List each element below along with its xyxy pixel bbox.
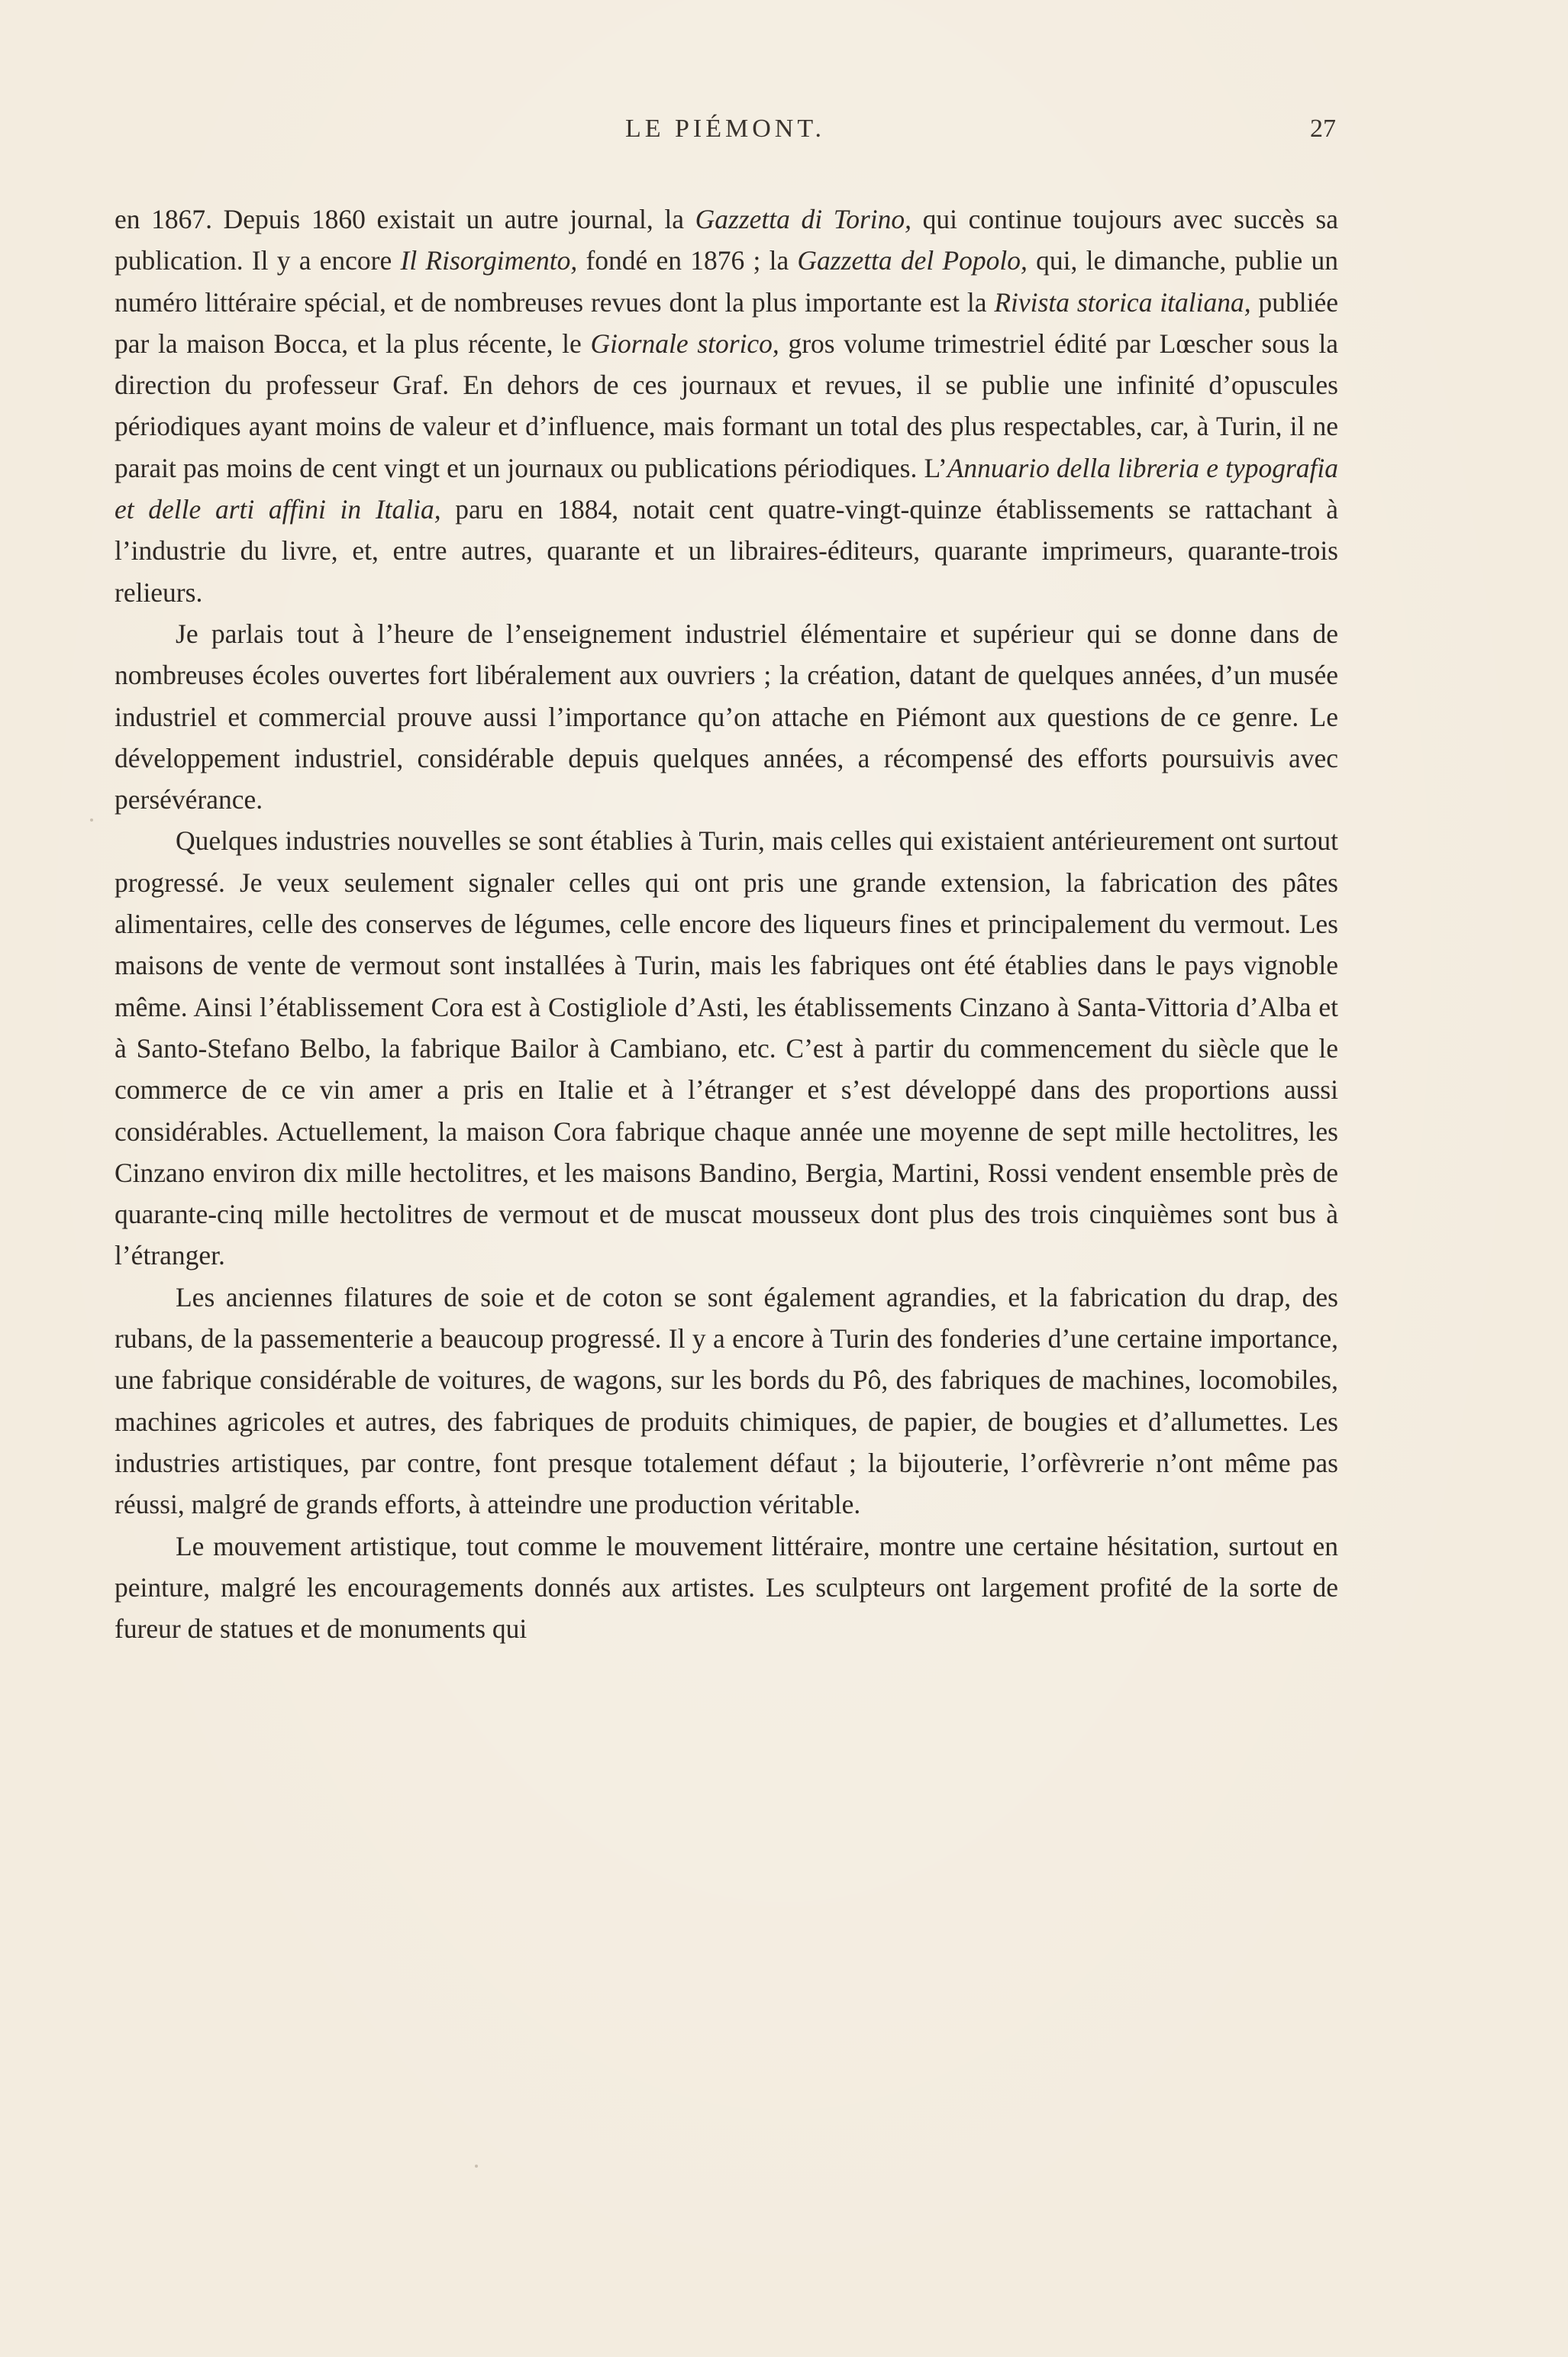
running-head: [115, 115, 1336, 153]
paragraph: [115, 1277, 1338, 1526]
paragraph-text: en 1867. Depuis 1860 existait un autre journal, la: [115, 204, 695, 234]
paragraph-text: Quelques industries nouvelles se sont établies à Turin, mais celles qui existaient antérieurement ont surtout progressé. Je veux seulement signaler celles qui ont pris une grande extension, la fabrication des pâtes alimentaires, celle des conserves de légumes, celle encore des liqueurs fines et principalement du vermout. Les maisons de vente de vermout sont installées à Turin, mais les fabriques ont été établies dans le pays vignoble même. Ainsi l’établissement Cora est à Costigliole d’Asti, les établissements Cinzano à Santa-Vittoria d’Alba et à Santo-Stefano Belbo, la fabrique Bailor à Cambiano, etc. C’est à partir du commencement du siècle que le commerce de ce vin amer a pris en Italie et à l’étranger et s’est développé dans des proportions aussi considérables. Actuellement, la maison Cora fabrique chaque année une moyenne de sept mille hectolitres, les Cinzano environ dix mille hectolitres, et les maisons Bandino, Bergia, Martini, Rossi vendent ensemble près de quarante-cinq mille hectolitres de vermout et de muscat mousseux dont plus des trois cinquièmes sont bus à l’étranger.: [115, 825, 1338, 1271]
italic-title-text: Il Risorgimento,: [400, 245, 578, 276]
paragraph-text: gros volume trimestriel édité par Lœscher sous la direction du professeur Graf. En dehors de ces journaux et revues, il se publie une infinité d’opuscules périodiques ayant moins de valeur et d’influence, mais formant un total des plus respectables, car, à Turin, il ne parait pas moins de cent vingt et un journaux ou publications périodiques. L’: [115, 328, 1338, 483]
paragraph-text: qui, le dimanche, publie un numéro littéraire spécial, et de nombreuses revues dont la plus importante est la: [115, 245, 1338, 318]
paragraph-text: paru en 1884, notait cent quatre-vingt-quinze établissements se rattachant à l’industrie du livre, et, entre autres, quarante et un libraires-éditeurs, quarante imprimeurs, quarante-trois relieurs.: [115, 494, 1338, 608]
italic-title-text: Gazzetta del Popolo,: [797, 245, 1028, 276]
paragraph: [115, 820, 1338, 1276]
paragraph-text: Le mouvement artistique, tout comme le mouvement littéraire, montre une certaine hésitation, surtout en peinture, malgré les encouragements donnés aux artistes. Les sculpteurs ont largement profité de la sorte de fureur de statues et de monuments qui: [115, 1530, 1338, 1645]
paragraph-text: fondé en 1876 ; la: [577, 245, 798, 276]
paragraph-text: publiée par la maison Bocca, et la plus récente, le: [115, 286, 1338, 359]
paragraph: [115, 613, 1338, 820]
italic-title-text: Giornale storico,: [590, 328, 779, 359]
paper-speck: [475, 2165, 478, 2168]
italic-title-text: Annuario della libreria e typografia et delle arti affini in Italia,: [115, 452, 1339, 525]
paragraph-text: qui continue toujours avec succès sa publication. Il y a encore: [115, 204, 1338, 276]
paragraph: [115, 199, 1338, 613]
body-text: [115, 199, 1338, 1649]
paragraph: [115, 1526, 1338, 1650]
italic-title-text: Gazzetta di Torino,: [695, 204, 912, 234]
running-title: LE PIÉMONT.: [624, 115, 826, 143]
paragraph-text: Les anciennes filatures de soie et de coton se sont également agrandies, et la fabrication du drap, des rubans, de la passementerie a beaucoup progressé. Il y a encore à Turin des fonderies d’une certaine importance, une fabrique considérable de voitures, de wagons, sur les bords du Pô, des fabriques de machines, locomobiles, machines agricoles et autres, des fabriques de produits chimiques, de papier, de bougies et d’allumettes. Les industries artistiques, par contre, font presque totalement défaut ; la bijouterie, l’orfèvrerie n’ont même pas réussi, malgré de grands efforts, à atteindre une production véritable.: [115, 1281, 1338, 1520]
paper-speck: [90, 818, 93, 822]
page-number: 27: [1310, 115, 1336, 143]
italic-title-text: Rivista storica italiana,: [994, 286, 1251, 318]
paragraph-text: Je parlais tout à l’heure de l’enseignement industriel élémentaire et supérieur qui se donne dans de nombreuses écoles ouvertes fort libéralement aux ouvriers ; la création, datant de quelques années, d’un musée industriel et commercial prouve aussi l’importance qu’on attache en Piémont aux questions de ce genre. Le développement industriel, considérable depuis quelques années, a récompensé des efforts poursuivis avec persévérance.: [115, 618, 1338, 815]
